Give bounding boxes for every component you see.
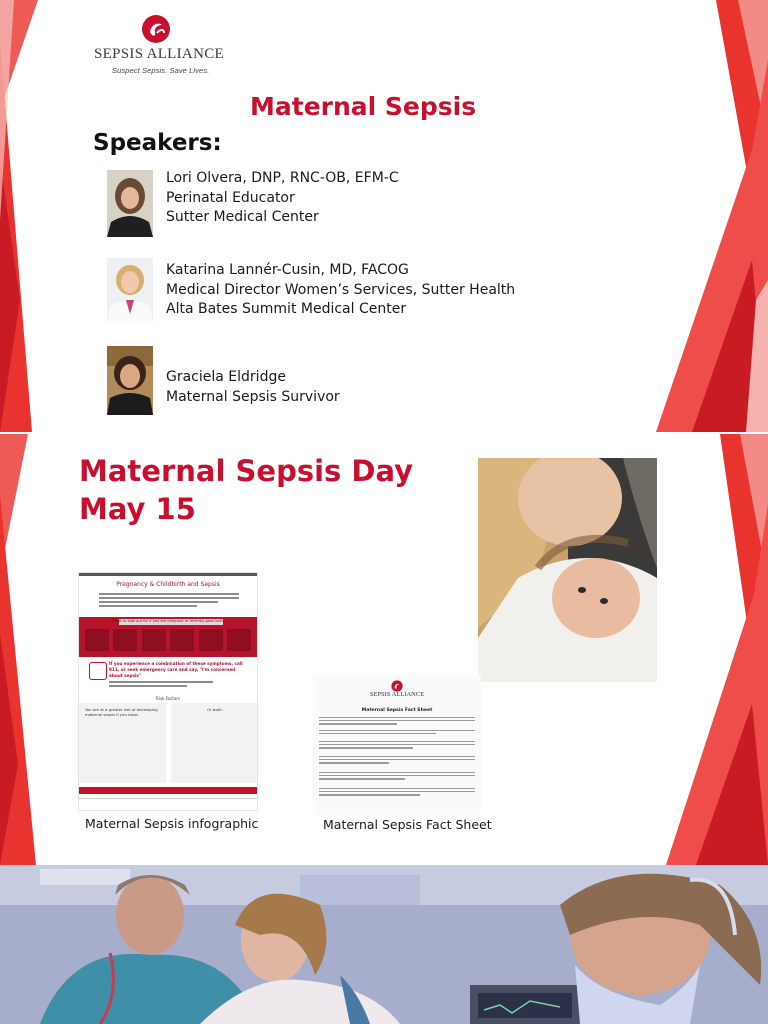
fact-sheet-title: Maternal Sepsis Fact Sheet bbox=[361, 708, 433, 713]
right-decoration bbox=[656, 0, 768, 432]
infographic-caption: Maternal Sepsis infographic bbox=[85, 816, 259, 831]
title-line-1: Maternal Sepsis Day bbox=[79, 454, 414, 488]
fact-sheet-paragraph bbox=[319, 730, 475, 736]
mother-and-baby-photo bbox=[478, 458, 657, 682]
right-decoration bbox=[656, 434, 768, 865]
maternal-sepsis-day-slide bbox=[0, 434, 768, 865]
speaker-role: Maternal Sepsis Survivor bbox=[166, 388, 340, 405]
speaker-details bbox=[166, 169, 399, 228]
speaker-name: Katarina Lannér-Cusin, MD, FACOG bbox=[166, 262, 409, 278]
slide-title: Maternal Sepsis bbox=[250, 92, 477, 121]
fact-sheet-paragraph bbox=[319, 788, 475, 798]
left-decoration bbox=[0, 0, 60, 432]
infographic-risk-box: You are at a greater risk of developing maternal sepsis if you have: bbox=[79, 703, 166, 783]
logo-tagline: Suspect Sepsis. Save Lives. bbox=[112, 66, 210, 75]
infographic-top-bar bbox=[79, 573, 257, 576]
infographic-title: Pregnancy & Childbirth and Sepsis bbox=[116, 581, 220, 588]
infographic-alert: If you experience a combination of these symptoms, call 911, or seek emergency care and say, "I'm concerned about sepsis" bbox=[109, 661, 243, 678]
speaker-role: Perinatal Educator bbox=[166, 189, 295, 206]
fact-sheet-org: SEPSIS ALLIANCE bbox=[369, 691, 425, 698]
speaker-photo bbox=[107, 170, 153, 237]
speaker-organization: Sutter Medical Center bbox=[166, 209, 319, 225]
maternal-sepsis-fact-sheet[interactable] bbox=[313, 675, 481, 815]
fact-sheet-paragraph bbox=[319, 772, 475, 782]
speaker-name: Graciela Eldridge bbox=[166, 369, 286, 385]
phone-icon bbox=[89, 662, 107, 680]
left-decoration bbox=[0, 434, 60, 865]
fact-sheet-paragraph bbox=[319, 717, 475, 727]
maternal-sepsis-infographic[interactable] bbox=[79, 573, 257, 810]
speaker-photo bbox=[107, 346, 153, 415]
speaker-organization: Alta Bates Summit Medical Center bbox=[166, 301, 407, 317]
video-still-slide bbox=[0, 865, 768, 1024]
fact-sheet-paragraph bbox=[319, 756, 475, 766]
infographic-intro bbox=[99, 593, 239, 609]
speakers-heading: Speakers: bbox=[93, 130, 222, 156]
infographic-risk-heading: Risk Factors bbox=[156, 696, 180, 701]
infographic-symptoms-band bbox=[79, 617, 257, 657]
title-line-2: May 15 bbox=[79, 492, 196, 526]
hospital-staff-photo bbox=[0, 865, 768, 1024]
logo-name: SEPSIS ALLIANCE bbox=[94, 46, 224, 62]
speaker-details bbox=[166, 368, 340, 407]
speaker-name: Lori Olvera, DNP, RNC-OB, EFM-C bbox=[166, 170, 399, 186]
infographic-footer-bar bbox=[79, 787, 257, 794]
infographic-subtext bbox=[109, 681, 239, 689]
speakers-slide bbox=[0, 0, 768, 432]
speaker-photo bbox=[107, 258, 153, 323]
fact-sheet-paragraph bbox=[319, 741, 475, 751]
infographic-risk-box: Or both: bbox=[171, 703, 257, 783]
fact-sheet-caption: Maternal Sepsis Fact Sheet bbox=[323, 817, 492, 832]
sepsis-alliance-mark-icon bbox=[141, 14, 171, 44]
speaker-role: Medical Director Women’s Services, Sutter Health bbox=[166, 281, 516, 298]
sepsis-alliance-logo bbox=[94, 14, 224, 76]
infographic-band-label: What to look out for if you are pregnant or recently gave birth bbox=[112, 619, 224, 623]
slide-title bbox=[79, 452, 413, 528]
speaker-details bbox=[166, 261, 515, 320]
